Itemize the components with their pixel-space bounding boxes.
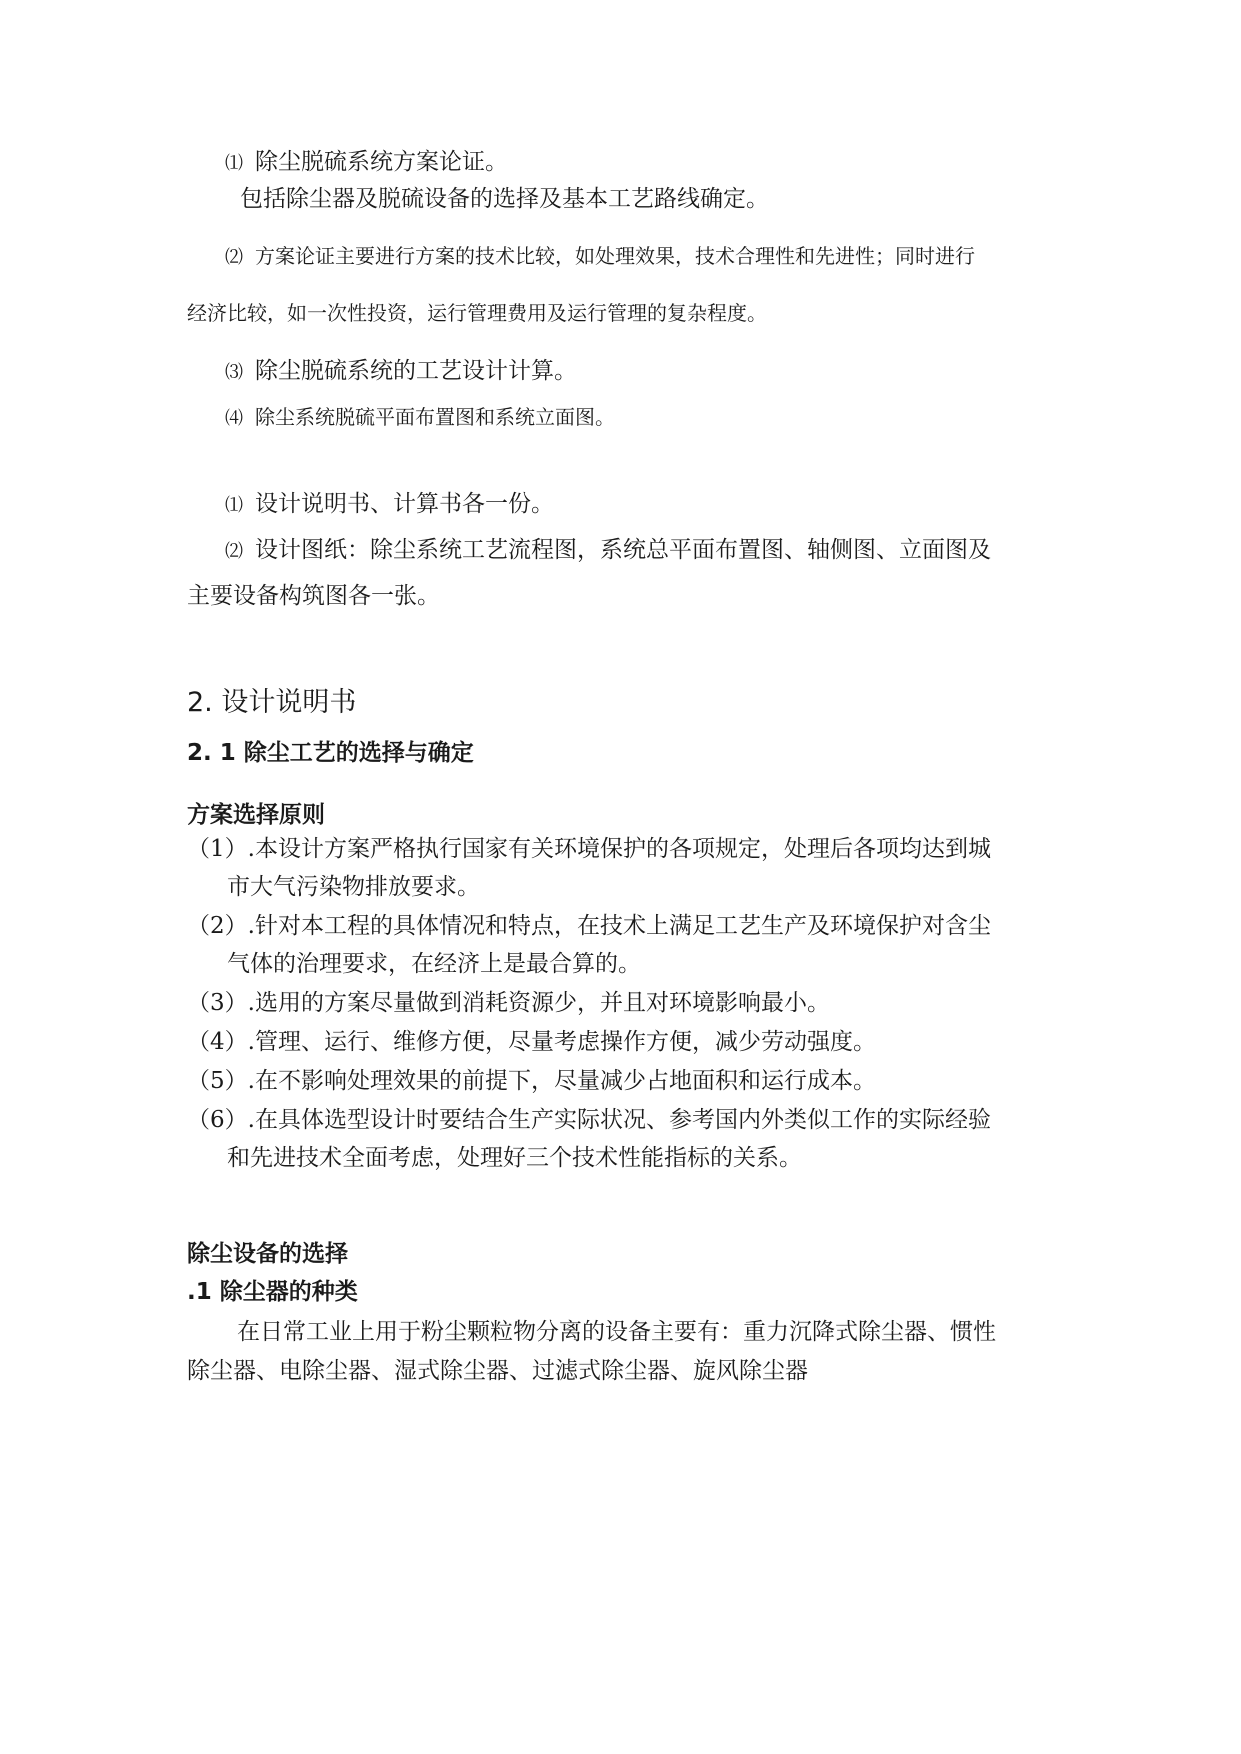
principle-text: .管理、运行、维修方便，尽量考虑操作方便，减少劳动强度。 <box>247 1029 876 1055</box>
principle-number: （5） <box>187 1068 248 1094</box>
principle-1 <box>187 834 991 864</box>
scope-item-1 <box>225 147 508 179</box>
principles-title: 方案选择原则 <box>187 802 325 828</box>
principle-text: 和先进技术全面考虑，处理好三个技术性能指标的关系。 <box>227 1145 802 1171</box>
scope-item-1-detail <box>240 184 769 214</box>
item-text: 方案论证主要进行方案的技术比较，如处理效果，技术合理性和先进性；同时进行 <box>255 244 975 268</box>
principle-number: （6） <box>187 1107 248 1133</box>
deliverable-item-2-cont <box>187 581 440 611</box>
equipment-subtitle: .1 除尘器的种类 <box>187 1279 358 1305</box>
item-text: 主要设备构筑图各一张。 <box>187 583 440 609</box>
principle-text: .针对本工程的具体情况和特点，在技术上满足工艺生产及环境保护对含尘 <box>247 913 991 939</box>
principle-6-cont <box>227 1143 802 1173</box>
scope-item-4 <box>225 402 615 434</box>
deliverable-item-2 <box>225 535 991 567</box>
principle-6 <box>187 1105 991 1135</box>
item-text: 设计说明书、计算书各一份。 <box>255 491 554 517</box>
scope-item-3 <box>225 356 577 388</box>
item-text: 除尘系统脱硫平面布置图和系统立面图。 <box>255 405 615 429</box>
principle-text: .在不影响处理效果的前提下，尽量减少占地面积和运行成本。 <box>247 1068 876 1094</box>
item-number: ⑶ <box>225 362 243 383</box>
equipment-title: 除尘设备的选择 <box>187 1241 348 1267</box>
item-text: 设计图纸：除尘系统工艺流程图，系统总平面布置图、轴侧图、立面图及 <box>255 537 991 563</box>
principle-number: （1） <box>187 836 248 862</box>
equipment-paragraph-line-2: 除尘器、电除尘器、湿式除尘器、过滤式除尘器、旋风除尘器 <box>187 1358 808 1384</box>
principle-2-cont <box>227 949 641 979</box>
principle-4 <box>187 1027 876 1057</box>
item-text: 除尘脱硫系统的工艺设计计算。 <box>255 358 577 384</box>
item-text: 经济比较，如一次性投资，运行管理费用及运行管理的复杂程度。 <box>187 301 767 325</box>
principle-text: .本设计方案严格执行国家有关环境保护的各项规定，处理后各项均达到城 <box>247 836 991 862</box>
principle-text: 市大气污染物排放要求。 <box>227 874 480 900</box>
item-number: ⑷ <box>225 408 243 429</box>
principle-number: （2） <box>187 913 248 939</box>
principle-number: （3） <box>187 990 248 1016</box>
principle-text: 气体的治理要求，在经济上是最合算的。 <box>227 951 641 977</box>
item-number: ⑴ <box>225 153 243 174</box>
principle-5 <box>187 1066 876 1096</box>
principle-text: .在具体选型设计时要结合生产实际状况、参考国内外类似工作的实际经验 <box>247 1107 991 1133</box>
principle-1-cont <box>227 872 480 902</box>
item-number: ⑵ <box>225 541 243 562</box>
deliverable-item-1 <box>225 489 554 521</box>
principle-number: （4） <box>187 1029 248 1055</box>
item-number: ⑴ <box>225 495 243 516</box>
item-text: 包括除尘器及脱硫设备的选择及基本工艺路线确定。 <box>240 186 769 212</box>
scope-item-2-cont <box>187 298 767 328</box>
principle-2 <box>187 911 991 941</box>
item-number: ⑵ <box>225 247 243 268</box>
subsection-title: 2. 1 除尘工艺的选择与确定 <box>187 740 474 766</box>
item-text: 除尘脱硫系统方案论证。 <box>255 149 508 175</box>
section-title: 2. 设计说明书 <box>187 687 357 718</box>
principle-text: .选用的方案尽量做到消耗资源少，并且对环境影响最小。 <box>247 990 830 1016</box>
principle-3 <box>187 988 830 1018</box>
scope-item-2 <box>225 241 975 273</box>
equipment-paragraph-line-1: 在日常工业上用于粉尘颗粒物分离的设备主要有：重力沉降式除尘器、惯性 <box>237 1319 996 1345</box>
